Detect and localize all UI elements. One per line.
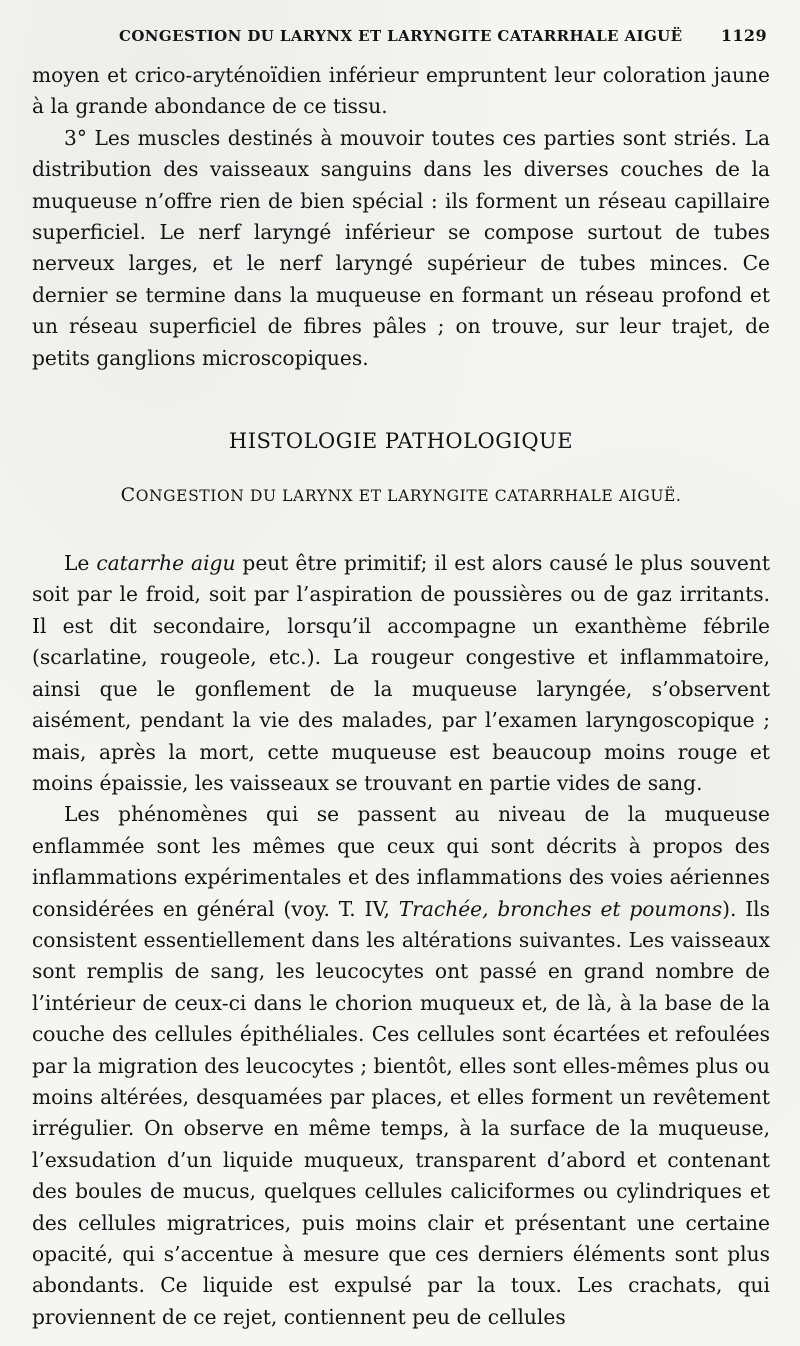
section-heading: HISTOLOGIE PATHOLOGIQUE <box>228 429 574 454</box>
subsection-heading <box>32 480 770 528</box>
running-header <box>119 26 767 60</box>
subsection-heading-rest: ONGESTION DU LARYNX ET LARYNGITE CATARRHALE AIGUË. <box>135 487 682 506</box>
running-title: CONGESTION DU LARYNX ET LARYNGITE CATARRHALE AIGUË <box>119 27 683 45</box>
paragraph-phenomenes-italic: Trachée, bronches et poumons <box>398 896 723 921</box>
spacer <box>32 528 770 548</box>
paragraph-phenomenes-start: Les phénomènes qui se passent au niveau de la muqueuse enflammée sont les mêmes que ceux qui sont décrits à propos des inflammations expérimentales et des inflammations des voies aériennes considérées en général (voy. T. IV, <box>32 802 770 921</box>
paragraph-muscles-nerves: 3° Les muscles destinés à mouvoir toutes ces parties sont striés. La distribution des vaisseaux sanguins dans les diverses couches de la muqueuse n’offre rien de bien spécial : ils forment un réseau capillaire superficiel. Le nerf laryngé inférieur se compose surtout de tubes nerveux larges, et le nerf laryngé supérieur de tubes minces. Ce dernier se termine dans la muqueuse en formant un réseau profond et un réseau superficiel de fibres pâles ; on trouve, sur leur trajet, de petits ganglions microscopiques. <box>32 125 770 370</box>
paragraph-catarrhe-rest: peut être primitif; il est alors causé le plus souvent soit par le froid, soit par l’aspiration de poussières ou de gaz irritants. Il est dit secondaire, lorsqu’il accompagne un exanthème fébrile (scarlatine, rougeole, etc.). La rougeur congestive et inflammatoire, ainsi que le gonflement de la muqueuse laryngée, s’observent aisément, pendant la vie des malades, par l’examen laryngoscopique ; mais, après la mort, cette muqueuse est beaucoup moins rouge et moins épaissie, les vaisseaux se trouvant en partie vides de sang. <box>32 551 770 795</box>
page-number: 1129 <box>720 26 767 45</box>
paragraph-phenomenes <box>32 799 770 1333</box>
paragraph-continuation: moyen et crico-aryténoïdien inférieur empruntent leur coloration jaune à la grande abondance de ce tissu. <box>32 63 770 119</box>
paragraph-phenomenes-rest: ). Ils consistent essentiellement dans les altérations suivantes. Les vaisseaux sont remplis de sang, les leucocytes ont passé en grand nombre de l’intérieur de ceux-ci dans le chorion muqueux et, de là, à la base de la couche des cellules épithéliales. Ces cellules sont écartées et refoulées par la migration des leucocytes ; bientôt, elles sont elles-mêmes plus ou moins altérées, desquamées par places, et elles forment un revêtement irrégulier. On observe en même temps, à la surface de la muqueuse, l’exsudation d’un liquide muqueux, transparent d’abord et contenant des boules de mucus, quelques cellules caliciformes ou cylindriques et des cellules migratrices, puis moins clair et présentant une certaine opacité, qui s’accentue à mesure que ces derniers éléments sont plus abondants. Ce liquide est expulsé par la toux. Les crachats, qui proviennent de ce rejet, contiennent peu de cellules <box>32 896 770 1329</box>
paragraph-catarrhe-start: Le <box>64 551 90 576</box>
subsection-heading-initial: C <box>120 484 136 507</box>
paragraph-catarrhe <box>32 548 770 799</box>
paragraph-catarrhe-italic: catarrhe aigu <box>96 551 236 576</box>
